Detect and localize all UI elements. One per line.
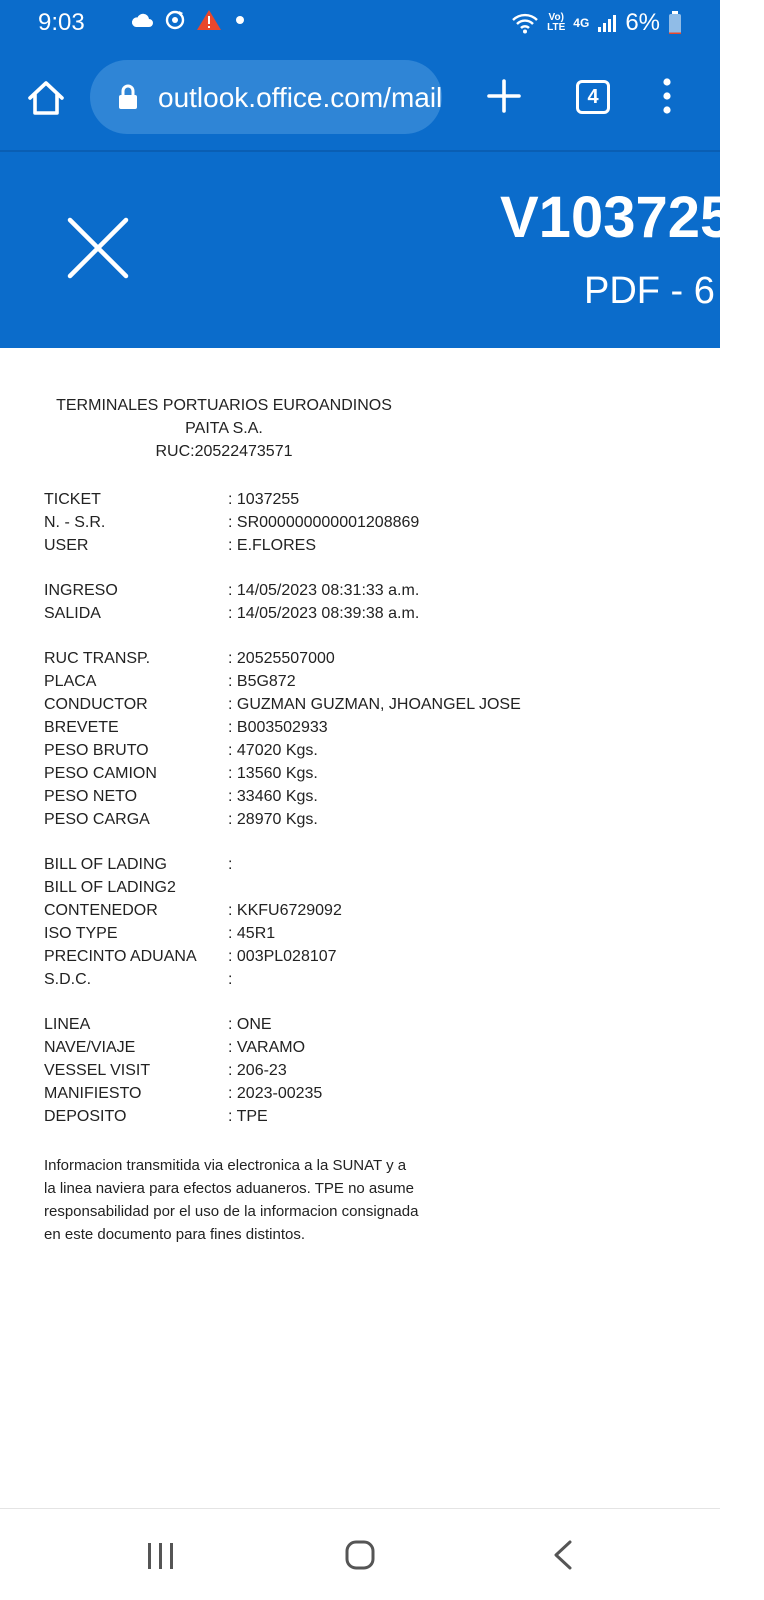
detail-label: USER: [44, 537, 89, 554]
detail-label: DEPOSITO: [44, 1108, 127, 1125]
detail-row: [44, 762, 684, 785]
detail-value: : TPE: [228, 1108, 268, 1125]
battery-icon: [668, 11, 682, 35]
company-ruc: RUC:20522473571: [155, 443, 293, 460]
detail-value: : 28970 Kgs.: [228, 811, 318, 828]
detail-value: : SR000000000001208869: [228, 514, 420, 531]
detail-value: : VARAMO: [228, 1039, 306, 1056]
detail-row: [44, 1036, 684, 1059]
detail-row: [44, 1105, 684, 1128]
detail-label: LINEA: [44, 1016, 91, 1033]
detail-value: : KKFU6729092: [228, 902, 342, 919]
detail-value: : 20525507000: [228, 650, 335, 667]
detail-row: [44, 647, 684, 670]
detail-label: PESO CAMION: [44, 765, 157, 782]
disclaimer-line: la linea naviera para efectos aduaneros. TPE no asume: [44, 1180, 414, 1197]
detail-label: PLACA: [44, 673, 97, 690]
detail-row: [44, 670, 684, 693]
attachment-viewer-header: [0, 152, 764, 348]
status-bar: [0, 0, 720, 46]
detail-row: [44, 1013, 684, 1036]
detail-value: : 14/05/2023 08:39:38 a.m.: [228, 605, 420, 622]
detail-label: CONDUCTOR: [44, 696, 148, 713]
detail-label: S.D.C.: [44, 971, 92, 988]
company-header: [44, 394, 404, 463]
detail-value: : B003502933: [228, 719, 328, 736]
company-suffix: PAITA S.A.: [185, 420, 263, 437]
battery-percent: 6%: [625, 9, 660, 36]
detail-label: INGRESO: [44, 582, 118, 599]
detail-value: : 003PL028107: [228, 948, 337, 965]
browser-toolbar: [0, 46, 720, 150]
attachment-subtitle: PDF - 6: [584, 270, 715, 312]
detail-label: ISO TYPE: [44, 925, 118, 942]
detail-value: : E.FLORES: [228, 537, 317, 554]
detail-value: : ONE: [228, 1016, 272, 1033]
dot-icon: [232, 12, 248, 28]
close-icon[interactable]: [66, 216, 130, 280]
detail-label: PESO NETO: [44, 788, 138, 805]
warning-icon: [196, 9, 222, 31]
disclaimer-line: Informacion transmitida via electronica a la SUNAT y a: [44, 1157, 407, 1174]
system-icons: [511, 9, 682, 37]
detail-value: : 33460 Kgs.: [228, 788, 318, 805]
tabs-icon[interactable]: 4: [576, 80, 610, 114]
wifi-icon: [511, 12, 539, 34]
detail-value: : 1037255: [228, 491, 300, 508]
detail-value: : 2023-00235: [228, 1085, 323, 1102]
disclaimer-line: en este documento para fines distintos.: [44, 1226, 305, 1243]
detail-row: [44, 693, 684, 716]
detail-row: [44, 739, 684, 762]
detail-label: TICKET: [44, 491, 101, 508]
detail-label: PESO BRUTO: [44, 742, 149, 759]
detail-row: [44, 579, 684, 602]
detail-row: [44, 808, 684, 831]
notification-icons: [130, 9, 248, 31]
pdf-document: [0, 348, 720, 1508]
detail-row: [44, 534, 684, 557]
disclaimer-line: responsabilidad por el uso de la informacion consignada: [44, 1203, 419, 1220]
status-time: 9:03: [38, 9, 85, 36]
detail-row: [44, 1082, 684, 1105]
detail-value: : 206-23: [228, 1062, 287, 1079]
home-nav-icon[interactable]: [344, 1539, 376, 1571]
detail-label: BILL OF LADING2: [44, 879, 176, 896]
detail-value: : 14/05/2023 08:31:33 a.m.: [228, 582, 420, 599]
ticket-details: [44, 488, 684, 1128]
network-type: 4G: [573, 16, 590, 30]
detail-label: SALIDA: [44, 605, 101, 622]
detail-row: [44, 511, 684, 534]
back-icon[interactable]: [552, 1539, 574, 1571]
more-vert-icon[interactable]: [652, 76, 682, 116]
signal-icon: [597, 13, 617, 33]
url-text[interactable]: outlook.office.com/mail: [158, 82, 443, 113]
detail-label: MANIFIESTO: [44, 1085, 142, 1102]
attachment-title: V1037255: [500, 185, 764, 250]
detail-label: RUC TRANSP.: [44, 650, 151, 667]
detail-row: [44, 716, 684, 739]
lock-icon: [118, 84, 138, 110]
detail-row: [44, 488, 684, 511]
disclaimer-text: [44, 1154, 514, 1246]
detail-label: PESO CARGA: [44, 811, 150, 828]
sync-icon: [164, 9, 186, 31]
address-bar[interactable]: [90, 60, 442, 134]
detail-value: : 45R1: [228, 925, 276, 942]
detail-row: [44, 602, 684, 625]
detail-row: [44, 922, 684, 945]
detail-row: [44, 1059, 684, 1082]
detail-label: PRECINTO ADUANA: [44, 948, 197, 965]
detail-label: BILL OF LADING: [44, 856, 167, 873]
detail-row: [44, 945, 684, 968]
recent-apps-icon[interactable]: [146, 1541, 176, 1571]
system-nav-bar: [0, 1508, 720, 1600]
home-icon[interactable]: [26, 78, 66, 118]
detail-value: :: [228, 971, 233, 988]
detail-label: VESSEL VISIT: [44, 1062, 151, 1079]
detail-row: [44, 853, 684, 876]
detail-label: N. - S.R.: [44, 514, 106, 531]
detail-value: : GUZMAN GUZMAN, JHOANGEL JOSE: [228, 696, 521, 713]
detail-value: :: [228, 856, 233, 873]
detail-row: [44, 899, 684, 922]
detail-label: BREVETE: [44, 719, 119, 736]
detail-value: : 13560 Kgs.: [228, 765, 318, 782]
detail-row: [44, 785, 684, 808]
detail-value: : B5G872: [228, 673, 296, 690]
detail-label: NAVE/VIAJE: [44, 1039, 136, 1056]
detail-label: CONTENEDOR: [44, 902, 158, 919]
detail-value: : 47020 Kgs.: [228, 742, 318, 759]
cloud-icon: [130, 11, 154, 29]
detail-row: [44, 876, 684, 899]
company-name: TERMINALES PORTUARIOS EUROANDINOS: [56, 397, 392, 414]
plus-icon[interactable]: [486, 78, 522, 114]
volte-indicator: Vo) LTE: [547, 12, 566, 33]
detail-row: [44, 968, 684, 991]
